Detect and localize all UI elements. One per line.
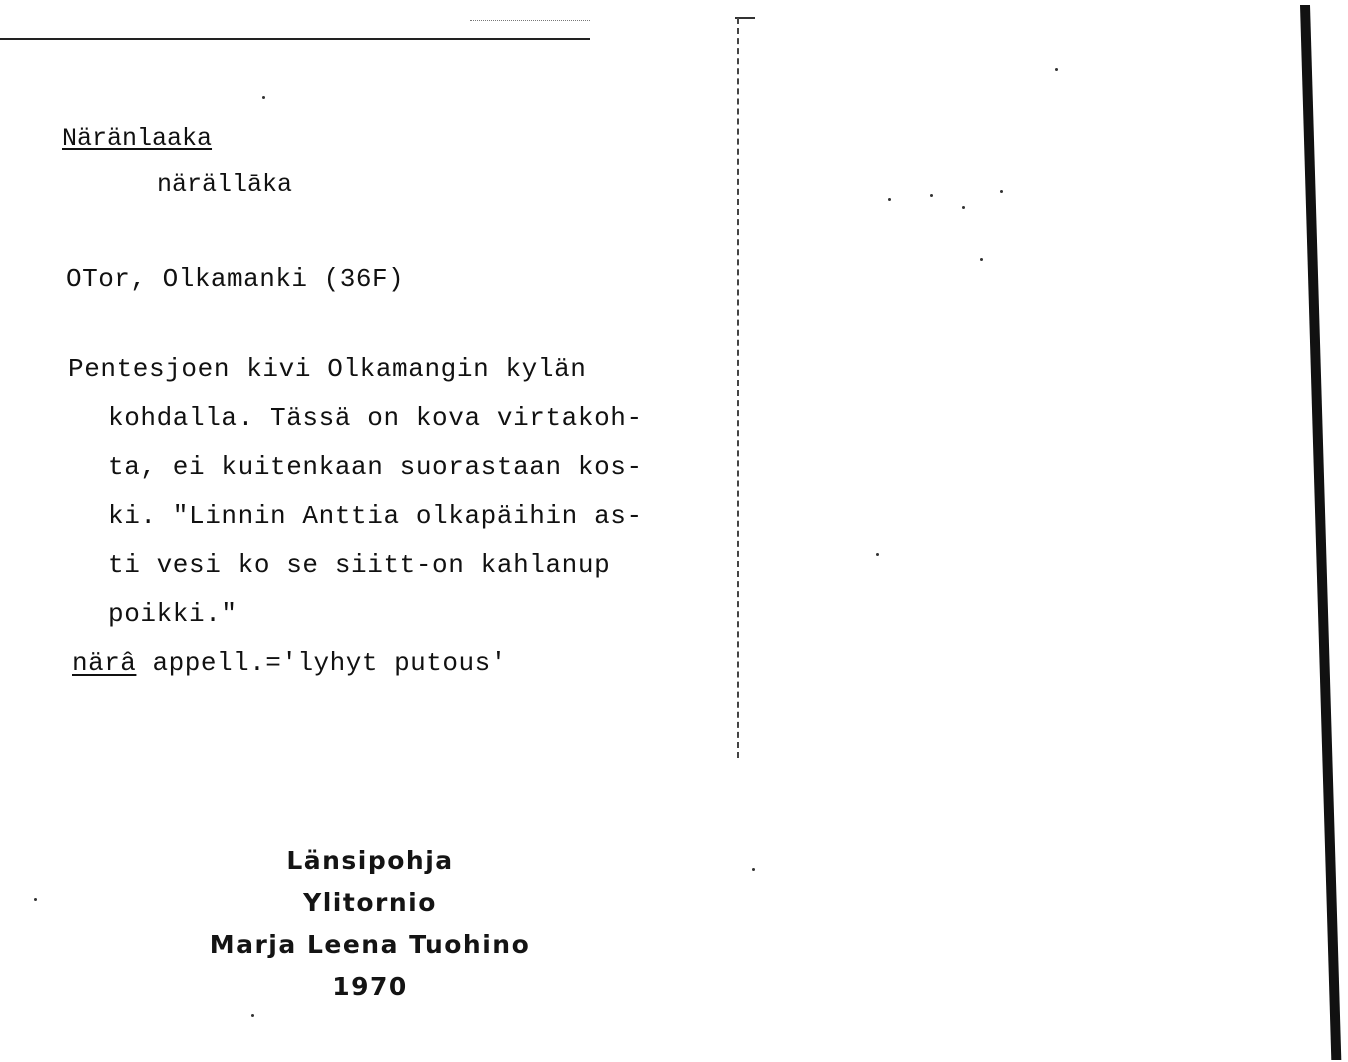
- stamp-parish: Ylitornio: [303, 888, 437, 917]
- appellative-definition: appell.='lyhyt putous': [152, 648, 507, 678]
- appellative-note: [72, 648, 507, 678]
- description-line: Pentesjoen kivi Olkamangin kylän: [68, 354, 587, 384]
- speck: [930, 194, 933, 197]
- speck: [962, 206, 965, 209]
- top-rule-dots: [470, 20, 590, 21]
- speck: [1055, 68, 1058, 71]
- speck: [980, 258, 983, 261]
- collector-stamp: [195, 840, 545, 1008]
- stamp-region: Länsipohja: [286, 846, 454, 875]
- speck: [1000, 190, 1003, 193]
- speck: [34, 898, 37, 901]
- appellative-term: närâ: [72, 648, 137, 678]
- description-line: kohdalla. Tässä on kova virtakoh-: [108, 403, 643, 433]
- speck: [251, 1014, 254, 1017]
- speck: [262, 96, 265, 99]
- description-line: ta, ei kuitenkaan suorastaan kos-: [108, 452, 643, 482]
- headword: Näränlaaka: [62, 124, 213, 153]
- description-line: poikki.": [108, 599, 238, 629]
- location-line: OTor, Olkamanki (36F): [66, 264, 405, 294]
- stamp-year: 1970: [332, 972, 408, 1001]
- description-line: ki. "Linnin Anttia olkapäihin as-: [108, 501, 643, 531]
- top-rule: [0, 38, 590, 40]
- scan-edge: [1300, 5, 1341, 1060]
- speck: [888, 198, 891, 201]
- pronunciation: närällāka: [157, 170, 293, 199]
- description: [68, 345, 748, 639]
- speck: [752, 868, 755, 871]
- description-line: ti vesi ko se siitt-on kahlanup: [108, 550, 611, 580]
- speck: [876, 553, 879, 556]
- stamp-collector: Marja Leena Tuohino: [209, 930, 531, 959]
